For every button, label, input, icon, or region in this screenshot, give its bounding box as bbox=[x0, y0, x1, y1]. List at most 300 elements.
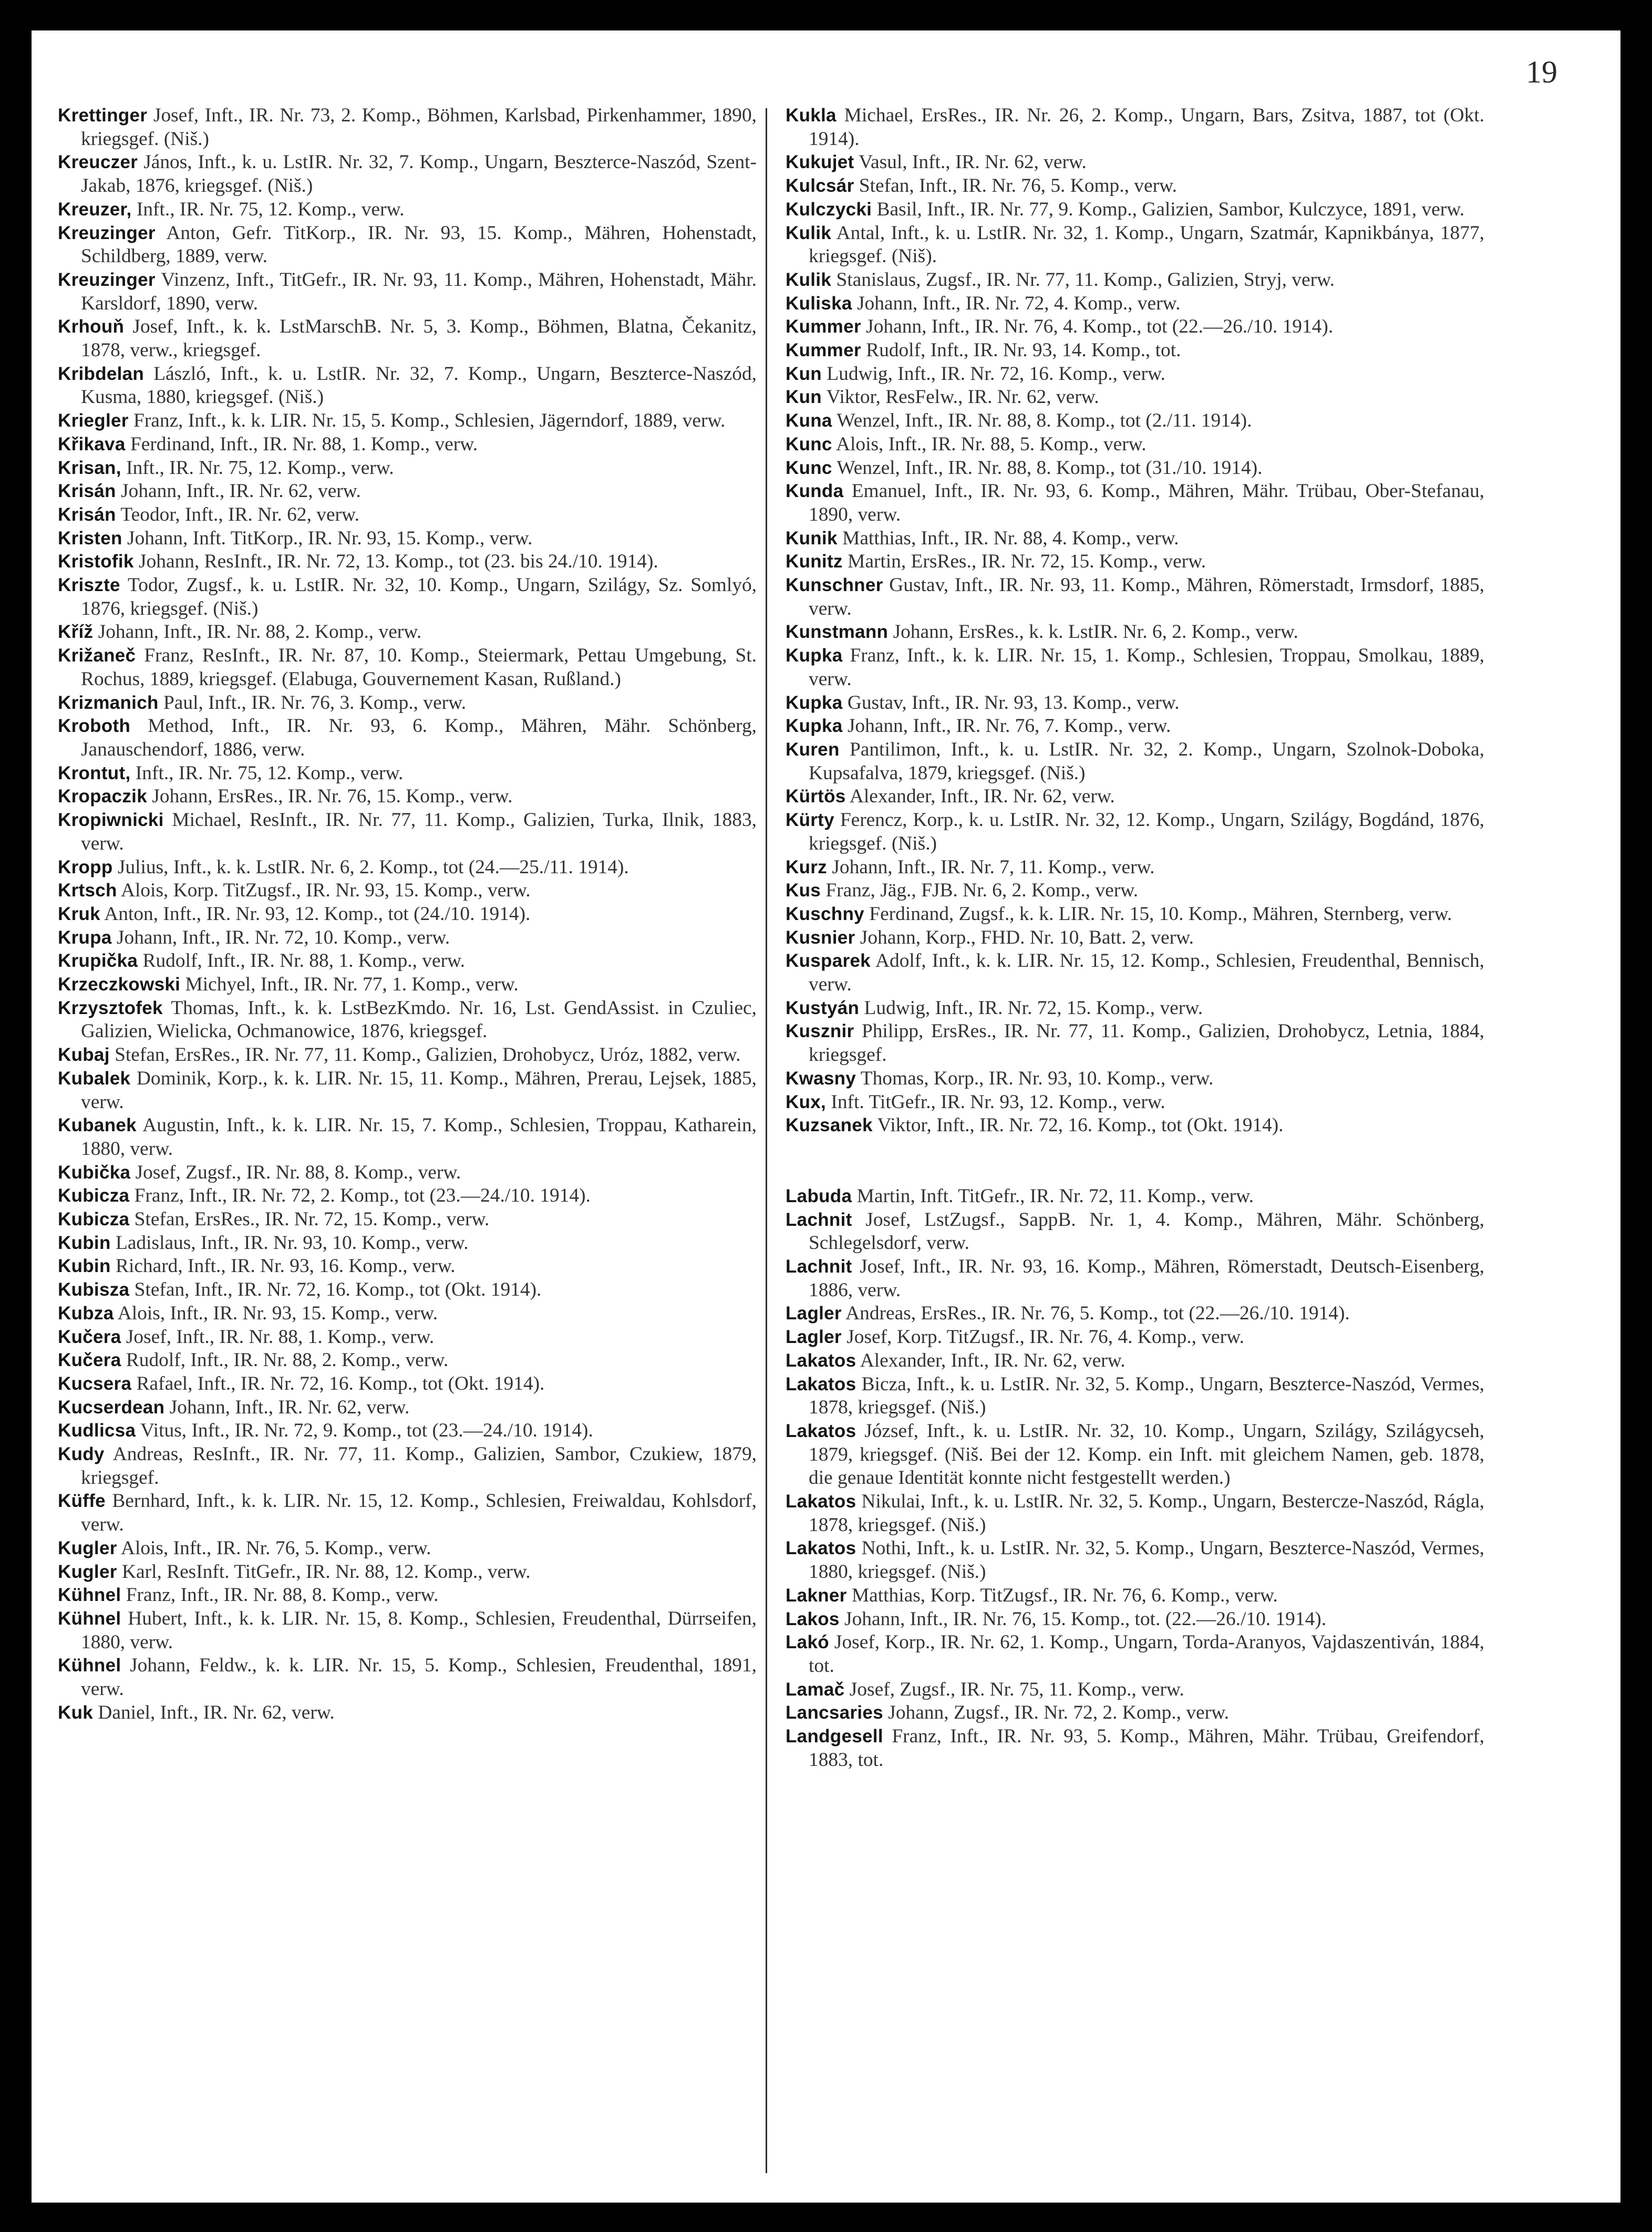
list-entry bbox=[786, 809, 1484, 855]
entry-details: Michael, ResInft., IR. Nr. 77, 11. Komp., Galizien, Turka, Ilnik, 1883, verw. bbox=[81, 809, 757, 854]
list-entry bbox=[58, 997, 757, 1043]
list-entry bbox=[786, 1608, 1484, 1631]
entry-details: Vasul, Inft., IR. Nr. 62, verw. bbox=[859, 151, 1087, 173]
list-entry bbox=[786, 949, 1484, 996]
list-entry bbox=[786, 926, 1484, 950]
entry-details: Josef, Inft., k. k. LstMarschB. Nr. 5, 3. Komp., Böhmen, Blatna, Čekanitz, 1878, verw., kriegsgef. bbox=[81, 316, 757, 361]
entry-details: Anton, Inft., IR. Nr. 93, 12. Komp., tot (24./10. 1914). bbox=[104, 903, 531, 925]
entry-details: Johann, Inft., IR. Nr. 7, 11. Komp., verw. bbox=[832, 856, 1155, 878]
list-entry bbox=[58, 527, 757, 551]
entry-surname: Kubaj bbox=[58, 1045, 110, 1066]
entry-surname: Kucsera bbox=[58, 1373, 132, 1394]
list-entry bbox=[786, 1349, 1484, 1373]
entry-details: Todor, Zugsf., k. u. LstIR. Nr. 32, 10. Komp., Ungarn, Szilágy, Sz. Somlyó, 1876, kriegsgef. (Niš.) bbox=[81, 574, 757, 619]
entry-details: Nikulai, Inft., k. u. LstIR. Nr. 32, 5. Komp., Ungarn, Bestercze-Naszód, Rágla, 1878, kriegsgef. (Niš.) bbox=[809, 1491, 1484, 1536]
list-entry bbox=[786, 104, 1484, 151]
entry-details: Pantilimon, Inft., k. u. LstIR. Nr. 32, 2. Komp., Ungarn, Szolnok-Doboka, Kupsafalva, 1879, kriegsgef. (Niš.) bbox=[809, 738, 1484, 784]
list-entry bbox=[58, 1302, 757, 1326]
entry-surname: Kulik bbox=[786, 269, 832, 290]
entry-surname: Kugler bbox=[58, 1561, 117, 1582]
entry-details: Johann, Inft., IR. Nr. 76, 7. Komp., verw. bbox=[847, 715, 1171, 737]
entry-surname: Kummer bbox=[786, 316, 861, 337]
list-entry bbox=[58, 480, 757, 503]
list-entry bbox=[58, 1584, 757, 1607]
list-entry bbox=[58, 1349, 757, 1372]
entry-surname: Krisán bbox=[58, 481, 116, 502]
list-entry bbox=[58, 644, 757, 691]
entry-surname: Kudlicsa bbox=[58, 1420, 136, 1441]
entry-surname: Krtsch bbox=[58, 880, 117, 901]
entry-details: Alois, Korp. TitZugsf., IR. Nr. 93, 15. Komp., verw. bbox=[120, 880, 531, 902]
entry-surname: Kreuczer bbox=[58, 152, 138, 173]
list-entry bbox=[58, 762, 757, 786]
entry-surname: Lachnit bbox=[786, 1209, 852, 1230]
entry-details: Bicza, Inft., k. u. LstIR. Nr. 32, 5. Komp., Ungarn, Beszterce-Naszód, Vermes, 1878, kriegsgef. (Niš.) bbox=[809, 1373, 1484, 1419]
entry-surname: Kropaczik bbox=[58, 786, 147, 807]
entry-surname: Kulik bbox=[786, 222, 832, 243]
list-entry bbox=[786, 1490, 1484, 1537]
list-entry bbox=[786, 1420, 1484, 1490]
entry-details: Josef, Inft., IR. Nr. 73, 2. Komp., Böhmen, Karlsbad, Pirkenhammer, 1890, kriegsgef. (Niš.) bbox=[81, 105, 757, 150]
list-entry bbox=[58, 457, 757, 480]
entry-details: Martin, Inft. TitGefr., IR. Nr. 72, 11. Komp., verw. bbox=[856, 1185, 1254, 1207]
entry-details: Rudolf, Inft., IR. Nr. 88, 1. Komp., verw. bbox=[142, 950, 465, 972]
list-entry bbox=[786, 1631, 1484, 1678]
entry-details: Josef, Inft., IR. Nr. 88, 1. Komp., verw. bbox=[126, 1326, 435, 1348]
list-entry bbox=[58, 315, 757, 362]
entry-surname: Kribdelan bbox=[58, 363, 144, 384]
entry-details: Wenzel, Inft., IR. Nr. 88, 8. Komp., tot (2./11. 1914). bbox=[837, 410, 1252, 432]
list-entry bbox=[58, 949, 757, 973]
list-entry bbox=[58, 433, 757, 457]
entry-details: Alexander, Inft., IR. Nr. 62, verw. bbox=[860, 1349, 1126, 1371]
entry-surname: Kubicza bbox=[58, 1209, 130, 1230]
entry-details: János, Inft., k. u. LstIR. Nr. 32, 7. Komp., Ungarn, Beszterce-Naszód, Szent-Jakab, 1876, kriegsgef. (Niš.) bbox=[81, 151, 757, 197]
entry-details: Paul, Inft., IR. Nr. 76, 3. Komp., verw. bbox=[163, 691, 467, 714]
list-entry bbox=[786, 550, 1484, 574]
list-entry bbox=[58, 1607, 757, 1654]
entry-surname: Kunitz bbox=[786, 551, 843, 572]
list-entry bbox=[58, 1161, 757, 1185]
list-entry bbox=[786, 433, 1484, 457]
list-entry bbox=[58, 903, 757, 926]
list-entry bbox=[786, 339, 1484, 363]
entry-surname: Kürty bbox=[786, 810, 834, 831]
list-entry bbox=[58, 409, 757, 433]
entry-details: Johann, ResInft., IR. Nr. 72, 13. Komp., tot (23. bis 24./10. 1914). bbox=[139, 551, 658, 573]
entry-surname: Kugler bbox=[58, 1537, 117, 1558]
list-entry bbox=[58, 973, 757, 997]
list-entry bbox=[58, 1184, 757, 1208]
entry-details: Josef, LstZugsf., SappB. Nr. 1, 4. Komp., Mähren, Mähr. Schönberg, Schlegelsdorf, verw. bbox=[809, 1208, 1484, 1254]
list-entry bbox=[58, 363, 757, 409]
entry-surname: Kučera bbox=[58, 1326, 121, 1347]
entry-surname: Kunc bbox=[786, 457, 832, 478]
entry-surname: Kuna bbox=[786, 410, 832, 431]
entry-details: Rudolf, Inft., IR. Nr. 88, 2. Komp., verw. bbox=[126, 1349, 449, 1371]
list-entry bbox=[786, 386, 1484, 409]
entry-surname: Kuschny bbox=[786, 903, 864, 924]
list-entry bbox=[58, 550, 757, 574]
entry-details: Inft., IR. Nr. 75, 12. Komp., verw. bbox=[135, 762, 404, 784]
entry-surname: Lakatos bbox=[786, 1538, 856, 1559]
entry-surname: Kropiwnicki bbox=[58, 810, 164, 831]
list-entry bbox=[786, 785, 1484, 809]
list-entry bbox=[786, 1537, 1484, 1584]
list-entry bbox=[58, 268, 757, 315]
entry-surname: Kruk bbox=[58, 903, 100, 924]
entry-surname: Krisán bbox=[58, 504, 116, 525]
entry-surname: Kubička bbox=[58, 1162, 131, 1183]
entry-surname: Lakos bbox=[786, 1608, 840, 1629]
entry-surname: Kurz bbox=[786, 856, 827, 877]
entry-details: Rudolf, Inft., IR. Nr. 93, 14. Komp., tot. bbox=[866, 339, 1181, 361]
entry-details: Martin, ErsRes., IR. Nr. 72, 15. Komp., verw. bbox=[848, 551, 1206, 573]
entry-surname: Kreuzinger bbox=[58, 222, 156, 243]
entry-surname: Kunschner bbox=[786, 575, 883, 596]
entry-details: Inft., IR. Nr. 75, 12. Komp., verw. bbox=[136, 198, 405, 220]
list-entry bbox=[58, 503, 757, 527]
list-entry bbox=[58, 926, 757, 950]
entry-surname: Křikava bbox=[58, 433, 126, 454]
list-entry bbox=[786, 1255, 1484, 1302]
entry-surname: Krhouň bbox=[58, 316, 125, 337]
list-entry bbox=[58, 1654, 757, 1701]
list-entry bbox=[786, 1678, 1484, 1702]
list-entry bbox=[786, 856, 1484, 880]
entry-surname: Labuda bbox=[786, 1185, 852, 1206]
list-entry bbox=[786, 1373, 1484, 1420]
list-entry bbox=[58, 1232, 757, 1255]
entry-surname: Lakatos bbox=[786, 1491, 856, 1512]
left-column bbox=[58, 104, 757, 1725]
entry-details: Franz, Inft., IR. Nr. 88, 8. Komp., verw. bbox=[126, 1584, 439, 1606]
entry-details: Ludwig, Inft., IR. Nr. 72, 16. Komp., verw. bbox=[827, 363, 1165, 385]
entry-surname: Kreuzinger bbox=[58, 269, 156, 290]
list-entry bbox=[786, 1701, 1484, 1725]
entry-details: Johann, ErsRes., k. k. LstIR. Nr. 6, 2. Komp., verw. bbox=[893, 621, 1298, 643]
entry-details: Franz, Inft., k. k. LIR. Nr. 15, 5. Komp., Schlesien, Jägerndorf, 1889, verw. bbox=[133, 410, 726, 432]
entry-details: Bernhard, Inft., k. k. LIR. Nr. 15, 12. Komp., Schlesien, Freiwaldau, Kohlsdorf, verw. bbox=[81, 1490, 757, 1536]
entry-details: Michyel, Inft., IR. Nr. 77, 1. Komp., verw. bbox=[185, 974, 519, 996]
entry-details: Ferdinand, Inft., IR. Nr. 88, 1. Komp., verw. bbox=[130, 433, 478, 455]
entry-details: Franz, Jäg., FJB. Nr. 6, 2. Komp., verw. bbox=[825, 880, 1139, 902]
entry-surname: Kukujet bbox=[786, 152, 854, 173]
entry-surname: Krisan, bbox=[58, 457, 121, 478]
entry-surname: Kuren bbox=[786, 739, 840, 760]
list-entry bbox=[58, 691, 757, 715]
list-entry bbox=[58, 1372, 757, 1396]
entry-details: Michael, ErsRes., IR. Nr. 26, 2. Komp., Ungarn, Bars, Zsitva, 1887, tot (Okt. 1914). bbox=[809, 105, 1484, 150]
entry-details: Stefan, ErsRes., IR. Nr. 77, 11. Komp., Galizien, Drohobycz, Uróz, 1882, verw. bbox=[115, 1044, 741, 1066]
list-entry bbox=[58, 104, 757, 151]
entry-details: Johann, Feldw., k. k. LIR. Nr. 15, 5. Komp., Schlesien, Freudenthal, 1891, verw. bbox=[81, 1655, 757, 1700]
entry-surname: Kustyán bbox=[786, 997, 860, 1018]
entry-surname: Krizmanich bbox=[58, 692, 159, 713]
list-entry bbox=[786, 527, 1484, 551]
list-entry bbox=[786, 997, 1484, 1020]
entry-surname: Lakatos bbox=[786, 1420, 856, 1441]
section-gap bbox=[786, 1138, 1484, 1185]
entry-details: Josef, Korp. TitZugsf., IR. Nr. 76, 4. Komp., verw. bbox=[846, 1326, 1245, 1348]
entry-details: Inft. TitGefr., IR. Nr. 93, 12. Komp., verw. bbox=[831, 1091, 1165, 1113]
entry-surname: Kubisza bbox=[58, 1279, 130, 1300]
page-sheet bbox=[32, 30, 1620, 2203]
entry-details: Franz, ResInft., IR. Nr. 87, 10. Komp., Steiermark, Pettau Umgebung, St. Rochus, 1889, kriegsgef. (Elabuga, Gouvernement Kasan, Rußland.) bbox=[81, 645, 757, 690]
entry-details: József, Inft., k. u. LstIR. Nr. 32, 10. Komp., Ungarn, Szilágy, Szilágycseh, 1879, kriegsgef. (Niš. Bei der 12. Komp. ein Inft. mit gleichem Namen, geb. 1878, die genaue Identität konnte nicht festgestellt werden.) bbox=[809, 1420, 1484, 1489]
list-entry bbox=[786, 574, 1484, 621]
entry-surname: Kusparek bbox=[786, 950, 871, 972]
entry-surname: Kummer bbox=[786, 340, 861, 361]
entry-details: Andreas, ErsRes., IR. Nr. 76, 5. Komp., tot (22.—26./10. 1914). bbox=[845, 1303, 1350, 1325]
list-entry bbox=[786, 151, 1484, 174]
entry-surname: Kupka bbox=[786, 692, 843, 713]
entry-details: Daniel, Inft., IR. Nr. 62, verw. bbox=[98, 1701, 335, 1723]
entry-surname: Lakatos bbox=[786, 1373, 856, 1394]
entry-surname: Lancsaries bbox=[786, 1702, 883, 1723]
entry-surname: Kunik bbox=[786, 528, 838, 549]
entry-surname: Kun bbox=[786, 387, 822, 408]
entry-details: Johann, Inft., IR. Nr. 72, 4. Komp., verw. bbox=[856, 292, 1181, 314]
entry-surname: Kukla bbox=[786, 105, 837, 126]
entry-surname: Kulczycki bbox=[786, 199, 872, 220]
entry-details: Inft., IR. Nr. 75, 12. Komp., verw. bbox=[126, 457, 394, 479]
list-entry bbox=[786, 1326, 1484, 1349]
list-entry bbox=[58, 1419, 757, 1443]
list-entry bbox=[786, 621, 1484, 644]
entry-details: Gustav, Inft., IR. Nr. 93, 11. Komp., Mähren, Römerstadt, Irmsdorf, 1885, verw. bbox=[809, 574, 1484, 619]
entry-surname: Krzysztofek bbox=[58, 997, 163, 1018]
list-entry bbox=[786, 1185, 1484, 1208]
list-entry bbox=[58, 1114, 757, 1161]
entry-details: Emanuel, Inft., IR. Nr. 93, 6. Komp., Mähren, Mähr. Trübau, Ober-Stefanau, 1890, verw. bbox=[809, 480, 1484, 525]
entry-details: Anton, Gefr. TitKorp., IR. Nr. 93, 15. Komp., Mähren, Hohenstadt, Schildberg, 1889, verw. bbox=[81, 222, 757, 267]
list-entry bbox=[58, 715, 757, 761]
entry-surname: Lakó bbox=[786, 1632, 829, 1653]
entry-surname: Krettinger bbox=[58, 105, 148, 126]
list-entry bbox=[786, 691, 1484, 715]
right-column bbox=[786, 104, 1484, 1772]
entry-surname: Kuzsanek bbox=[786, 1115, 873, 1136]
entry-surname: Landgesell bbox=[786, 1726, 883, 1747]
entry-details: Josef, Korp., IR. Nr. 62, 1. Komp., Ungarn, Torda-Aranyos, Vajdaszentiván, 1884, tot. bbox=[809, 1631, 1484, 1677]
entry-surname: Kwasny bbox=[786, 1068, 856, 1089]
entry-surname: Kriszte bbox=[58, 575, 120, 596]
entry-details: Stanislaus, Zugsf., IR. Nr. 77, 11. Komp., Galizien, Stryj, verw. bbox=[836, 268, 1335, 291]
entry-surname: Lakner bbox=[786, 1585, 847, 1606]
entry-surname: Kubin bbox=[58, 1232, 111, 1253]
entry-surname: Küffe bbox=[58, 1491, 106, 1512]
entry-surname: Lamač bbox=[786, 1679, 845, 1700]
entry-details: Franz, Inft., IR. Nr. 72, 2. Komp., tot (23.—24./10. 1914). bbox=[134, 1185, 591, 1207]
entry-surname: Kuk bbox=[58, 1702, 94, 1723]
list-entry bbox=[786, 715, 1484, 738]
list-entry bbox=[786, 315, 1484, 339]
entry-surname: Lagler bbox=[786, 1303, 842, 1324]
entry-details: Adolf, Inft., k. k. LIR. Nr. 15, 12. Komp., Schlesien, Freudenthal, Bennisch, verw. bbox=[809, 950, 1484, 996]
entry-surname: Kreuzer, bbox=[58, 199, 132, 220]
entry-surname: Kubin bbox=[58, 1256, 111, 1277]
entry-surname: Kusznir bbox=[786, 1021, 854, 1042]
entry-details: Wenzel, Inft., IR. Nr. 88, 8. Komp., tot (31./10. 1914). bbox=[837, 457, 1263, 479]
list-entry bbox=[786, 903, 1484, 926]
entry-details: Alois, Inft., IR. Nr. 88, 5. Komp., verw. bbox=[836, 433, 1147, 455]
list-entry bbox=[58, 1326, 757, 1349]
entry-details: Ludwig, Inft., IR. Nr. 72, 15. Komp., verw. bbox=[864, 997, 1203, 1019]
entry-details: Philipp, ErsRes., IR. Nr. 77, 11. Komp., Galizien, Drohobycz, Letnia, 1884, kriegsgef. bbox=[809, 1020, 1484, 1066]
list-entry bbox=[786, 480, 1484, 526]
column-divider bbox=[766, 108, 767, 2173]
list-entry bbox=[58, 1701, 757, 1725]
entry-details: Stefan, Inft., IR. Nr. 76, 5. Komp., verw. bbox=[859, 175, 1177, 197]
entry-surname: Kroboth bbox=[58, 716, 131, 737]
list-entry bbox=[786, 644, 1484, 691]
entry-details: Augustin, Inft., k. k. LIR. Nr. 15, 7. Komp., Schlesien, Troppau, Katharein, 1880, verw. bbox=[81, 1114, 757, 1160]
entry-surname: Kubicza bbox=[58, 1185, 130, 1206]
entry-details: Johann, Zugsf., IR. Nr. 72, 2. Komp., verw. bbox=[888, 1702, 1229, 1724]
entry-details: Method, Inft., IR. Nr. 93, 6. Komp., Mähren, Mähr. Schönberg, Janauschendorf, 1886, verw. bbox=[81, 715, 757, 760]
entry-surname: Kropp bbox=[58, 856, 113, 877]
list-entry bbox=[786, 457, 1484, 480]
entry-surname: Kühnel bbox=[58, 1655, 121, 1676]
entry-details: Richard, Inft., IR. Nr. 93, 16. Komp., verw. bbox=[116, 1255, 456, 1277]
entry-surname: Kučera bbox=[58, 1350, 121, 1371]
entry-details: Gustav, Inft., IR. Nr. 93, 13. Komp., verw. bbox=[847, 691, 1180, 714]
entry-surname: Kupka bbox=[786, 645, 843, 666]
list-entry bbox=[786, 1584, 1484, 1608]
entry-surname: Kriegler bbox=[58, 410, 129, 431]
list-entry bbox=[786, 292, 1484, 316]
entry-details: Nothi, Inft., k. u. LstIR. Nr. 32, 5. Komp., Ungarn, Beszterce-Naszód, Vermes, 1880, kriegsgef. (Niš.) bbox=[809, 1537, 1484, 1583]
list-entry bbox=[786, 879, 1484, 903]
entry-details: Viktor, Inft., IR. Nr. 72, 16. Komp., tot (Okt. 1914). bbox=[877, 1114, 1284, 1136]
entry-surname: Kürtös bbox=[786, 786, 846, 807]
entry-surname: Kucserdean bbox=[58, 1397, 165, 1418]
entry-surname: Lachnit bbox=[786, 1256, 852, 1277]
entry-surname: Kudy bbox=[58, 1444, 105, 1465]
list-entry bbox=[58, 1537, 757, 1561]
list-entry bbox=[58, 1490, 757, 1536]
list-entry bbox=[786, 409, 1484, 433]
entry-details: Johann, Korp., FHD. Nr. 10, Batt. 2, verw. bbox=[860, 926, 1194, 948]
entry-surname: Kuliska bbox=[786, 293, 852, 314]
entry-details: Ferencz, Korp., k. u. LstIR. Nr. 32, 12. Komp., Ungarn, Szilágy, Bogdánd, 1876, kriegsgef. (Niš.) bbox=[809, 809, 1484, 854]
list-entry bbox=[786, 1067, 1484, 1091]
list-entry bbox=[786, 363, 1484, 386]
list-entry bbox=[58, 621, 757, 644]
entry-details: Alois, Inft., IR. Nr. 76, 5. Komp., verw. bbox=[120, 1537, 431, 1559]
entry-details: Karl, ResInft. TitGefr., IR. Nr. 88, 12. Komp., verw. bbox=[122, 1561, 531, 1583]
list-entry bbox=[786, 1208, 1484, 1255]
entry-details: Andreas, ResInft., IR. Nr. 77, 11. Komp., Galizien, Sambor, Czukiew, 1879, kriegsgef. bbox=[81, 1443, 757, 1489]
entry-surname: Kunda bbox=[786, 481, 844, 502]
entry-surname: Kulcsár bbox=[786, 175, 854, 197]
entry-details: Johann, ErsRes., IR. Nr. 76, 15. Komp., verw. bbox=[152, 786, 513, 808]
entry-details: Alois, Inft., IR. Nr. 93, 15. Komp., verw. bbox=[117, 1302, 438, 1324]
entry-surname: Krupička bbox=[58, 950, 138, 972]
list-entry bbox=[58, 1278, 757, 1302]
list-entry bbox=[786, 1302, 1484, 1326]
entry-details: Johann, Inft., IR. Nr. 76, 4. Komp., tot (22.—26./10. 1914). bbox=[866, 316, 1334, 338]
entry-details: Franz, Inft., k. k. LIR. Nr. 15, 1. Komp., Schlesien, Troppau, Smolkau, 1889, verw. bbox=[809, 645, 1484, 690]
list-entry bbox=[786, 222, 1484, 268]
entry-details: Antal, Inft., k. u. LstIR. Nr. 32, 1. Komp., Ungarn, Szatmár, Kapnikbánya, 1877, kriegsgef. (Niš). bbox=[809, 222, 1484, 267]
list-entry bbox=[58, 1255, 757, 1278]
entry-details: Matthias, Korp. TitZugsf., IR. Nr. 76, 6. Komp., verw. bbox=[851, 1584, 1278, 1606]
entry-details: László, Inft., k. u. LstIR. Nr. 32, 7. Komp., Ungarn, Beszterce-Naszód, Kusma, 1880, kriegsgef. (Niš.) bbox=[81, 363, 757, 408]
entry-surname: Krupa bbox=[58, 927, 112, 948]
entry-details: Hubert, Inft., k. k. LIR. Nr. 15, 8. Komp., Schlesien, Freudenthal, Dürrseifen, 1880, verw. bbox=[81, 1608, 757, 1653]
entry-surname: Lagler bbox=[786, 1327, 842, 1348]
entry-details: Josef, Zugsf., IR. Nr. 75, 11. Komp., verw. bbox=[849, 1678, 1184, 1700]
list-entry bbox=[58, 785, 757, 809]
list-entry bbox=[786, 174, 1484, 198]
entry-surname: Krontut, bbox=[58, 762, 131, 783]
entry-surname: Kristofik bbox=[58, 551, 134, 572]
entry-details: Vinzenz, Inft., TitGefr., IR. Nr. 93, 11. Komp., Mähren, Hohenstadt, Mähr. Karsldorf, 1890, verw. bbox=[81, 268, 757, 314]
entry-surname: Kun bbox=[786, 363, 822, 384]
page-number: 19 bbox=[1526, 55, 1557, 89]
list-entry bbox=[58, 198, 757, 222]
list-entry bbox=[58, 1067, 757, 1114]
entry-details: Basil, Inft., IR. Nr. 77, 9. Komp., Galizien, Sambor, Kulczyce, 1891, verw. bbox=[876, 198, 1465, 220]
list-entry bbox=[58, 222, 757, 268]
entry-details: Vitus, Inft., IR. Nr. 72, 9. Komp., tot (23.—24./10. 1914). bbox=[140, 1420, 593, 1442]
list-entry bbox=[786, 1725, 1484, 1772]
entry-surname: Kubalek bbox=[58, 1068, 131, 1089]
entry-surname: Kubza bbox=[58, 1303, 114, 1324]
entry-details: Matthias, Inft., IR. Nr. 88, 4. Komp., verw. bbox=[842, 527, 1179, 549]
entry-surname: Kříž bbox=[58, 622, 94, 643]
entry-surname: Krzeczkowski bbox=[58, 974, 181, 995]
entry-details: Ferdinand, Zugsf., k. k. LIR. Nr. 15, 10. Komp., Mähren, Sternberg, verw. bbox=[869, 903, 1452, 925]
entry-details: Johann, Inft., IR. Nr. 72, 10. Komp., verw. bbox=[116, 926, 450, 948]
entry-surname: Kühnel bbox=[58, 1585, 121, 1606]
entry-details: Alexander, Inft., IR. Nr. 62, verw. bbox=[849, 786, 1115, 808]
list-entry bbox=[58, 1043, 757, 1067]
entry-details: Johann, Inft., IR. Nr. 62, verw. bbox=[121, 480, 361, 502]
entry-surname: Kunc bbox=[786, 433, 832, 454]
entry-details: Johann, Inft., IR. Nr. 76, 15. Komp., tot. (22.—26./10. 1914). bbox=[844, 1608, 1327, 1630]
entry-surname: Kupka bbox=[786, 716, 843, 737]
entry-details: Josef, Inft., IR. Nr. 93, 16. Komp., Mähren, Römerstadt, Deutsch-Eisenberg, 1886, verw. bbox=[809, 1256, 1484, 1301]
entry-details: Teodor, Inft., IR. Nr. 62, verw. bbox=[120, 503, 359, 525]
list-entry bbox=[58, 1396, 757, 1420]
list-entry bbox=[786, 268, 1484, 292]
entry-details: Rafael, Inft., IR. Nr. 72, 16. Komp., tot (Okt. 1914). bbox=[136, 1372, 545, 1394]
entry-details: Josef, Zugsf., IR. Nr. 88, 8. Komp., verw. bbox=[135, 1161, 461, 1183]
entry-details: Viktor, ResFelw., IR. Nr. 62, verw. bbox=[826, 386, 1099, 408]
list-entry bbox=[58, 1561, 757, 1584]
entry-surname: Kus bbox=[786, 880, 821, 901]
list-entry bbox=[58, 574, 757, 621]
entry-details: Johann, Inft. TitKorp., IR. Nr. 93, 15. Komp., verw. bbox=[127, 527, 533, 549]
entry-details: Thomas, Inft., k. k. LstBezKmdo. Nr. 16, Lst. GendAssist. in Czuliec, Galizien, Wielicka, Ochmanowice, 1876, kriegsgef. bbox=[81, 997, 757, 1042]
entry-details: Johann, Inft., IR. Nr. 62, verw. bbox=[169, 1396, 410, 1418]
list-entry bbox=[786, 1091, 1484, 1114]
entry-details: Stefan, Inft., IR. Nr. 72, 16. Komp., tot (Okt. 1914). bbox=[134, 1279, 542, 1301]
entry-surname: Kusnier bbox=[786, 927, 855, 948]
list-entry bbox=[58, 879, 757, 903]
entry-surname: Kristen bbox=[58, 528, 122, 549]
entry-surname: Križaneč bbox=[58, 645, 136, 666]
list-entry bbox=[786, 1020, 1484, 1067]
entry-details: Dominik, Korp., k. k. LIR. Nr. 15, 11. Komp., Mähren, Prerau, Lejsek, 1885, verw. bbox=[81, 1067, 757, 1113]
list-entry bbox=[786, 1114, 1484, 1138]
entry-surname: Kux, bbox=[786, 1091, 827, 1112]
entry-details: Ladislaus, Inft., IR. Nr. 93, 10. Komp., verw. bbox=[116, 1232, 469, 1254]
list-entry bbox=[58, 1443, 757, 1490]
